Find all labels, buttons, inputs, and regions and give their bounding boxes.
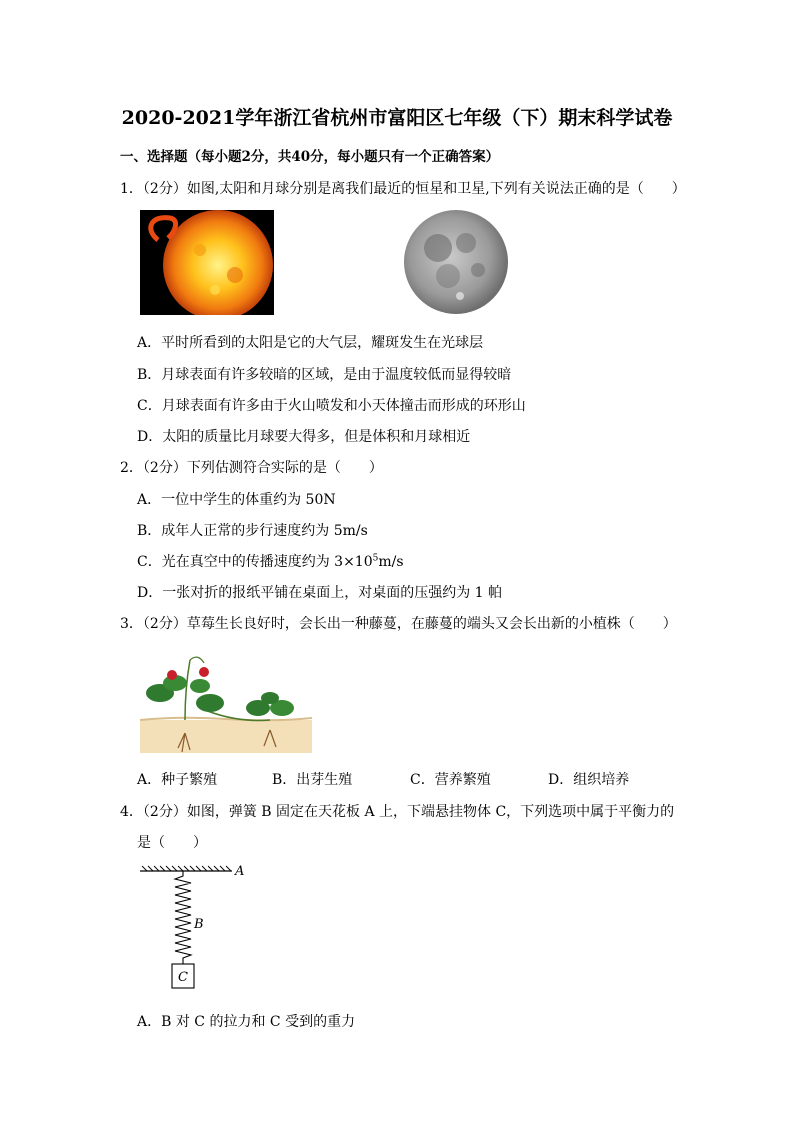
q3-option-c: C．营养繁殖	[410, 772, 491, 788]
q2-option-b: B．成年人正常的步行速度约为 5m/s	[137, 523, 368, 539]
q2-option-c-text: C．光在真空中的传播速度约为 3×10	[137, 554, 373, 570]
q1-option-d: D．太阳的质量比月球要大得多，但是体积和月球相近	[137, 429, 471, 445]
question-1-stem: 1．（2分）如图,太阳和月球分别是离我们最近的恒星和卫星,下列有关说法正确的是（ ）	[120, 181, 686, 197]
page-title: 2020-2021学年浙江省杭州市富阳区七年级（下）期末科学试卷	[121, 107, 673, 129]
q3-option-b: B．出芽生殖	[272, 772, 353, 788]
strawberry-plant-illustration	[140, 648, 312, 753]
spring-diagram	[138, 860, 258, 995]
q2-option-c-unit: m/s	[378, 554, 404, 570]
label-b: B	[194, 917, 204, 932]
section-heading: 一、选择题（每小题2分，共40分，每小题只有一个正确答案）	[120, 149, 500, 165]
q2-option-c	[137, 551, 404, 571]
spring-icon	[138, 860, 258, 995]
q3-option-d: D．组织培养	[548, 772, 630, 788]
q4-option-a: A．B 对 C 的拉力和 C 受到的重力	[137, 1014, 356, 1030]
question-4-stem-line2: 是（ ）	[137, 835, 207, 851]
moon-icon	[398, 208, 513, 316]
question-4-stem-line1: 4．（2分）如图，弹簧 B 固定在天花板 A 上，下端悬挂物体 C，下列选项中属于平衡力的	[120, 804, 675, 820]
q2-option-a: A．一位中学生的体重约为 50N	[137, 492, 336, 508]
sun-icon	[140, 210, 274, 315]
q1-option-c: C．月球表面有许多由于火山喷发和小天体撞击而形成的环形山	[137, 398, 526, 414]
question-2-stem: 2．（2分）下列估测符合实际的是（ ）	[120, 460, 383, 476]
q3-option-a: A．种子繁殖	[137, 772, 218, 788]
q2-option-d: D．一张对折的报纸平铺在桌面上，对桌面的压强约为 1 帕	[137, 585, 503, 601]
q1-option-a: A．平时所看到的太阳是它的大气层，耀斑发生在光球层	[137, 335, 484, 351]
question-3-stem: 3．（2分）草莓生长良好时，会长出一种藤蔓，在藤蔓的端头又会长出新的小植株（ ）	[120, 616, 677, 632]
q2-option-c-exponent: 5	[372, 553, 379, 564]
moon-photo	[398, 208, 513, 316]
strawberry-plant-icon	[140, 648, 312, 753]
label-c: C	[178, 970, 188, 985]
sun-photo	[140, 210, 274, 315]
q1-option-b: B．月球表面有许多较暗的区域，是由于温度较低而显得较暗	[137, 367, 512, 383]
label-a: A	[235, 864, 245, 879]
